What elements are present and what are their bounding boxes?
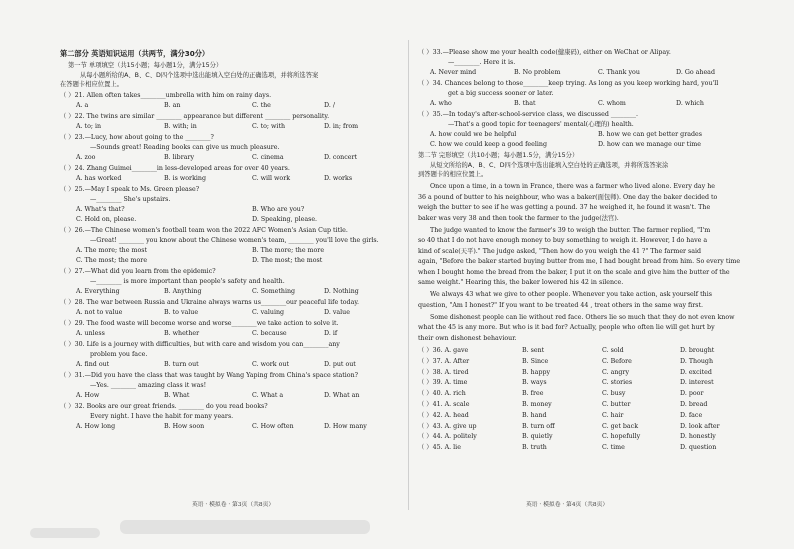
passage-line: 36 a pound of butter to his neighbour, who was a baker(面包师). One day the baker decided to — [418, 193, 718, 201]
cloze-option: B. money — [522, 401, 552, 408]
answer-option: A. Never mind — [430, 69, 477, 76]
answer-option: C. cinema — [252, 154, 284, 161]
answer-option: A. has worked — [76, 175, 122, 182]
answer-option: C. Thank you — [598, 69, 640, 76]
passage-line: same weight." Hearing this, the baker lowered his 42 in silence. — [418, 279, 624, 286]
answer-option: A. unless — [76, 330, 105, 337]
question-stem: （ ）24. Zhang Guimei________in less-developed areas for over 40 years. — [60, 165, 290, 172]
scan-smudge — [120, 520, 370, 534]
left-footer: 英语 · 模拟卷 · 第3页（共8页） — [192, 502, 275, 508]
answer-option: A. who — [430, 100, 452, 107]
cloze-option: D. interest — [680, 379, 714, 387]
question-stem: （ ）26.—The Chinese women's football team won the 2022 AFC Women's Asian Cup title. — [60, 227, 348, 234]
answer-option: A. What's that? — [76, 206, 125, 213]
cloze-option: B. ways — [522, 379, 547, 387]
cloze-option: C. sold — [602, 347, 624, 354]
cloze-option: D. question — [680, 444, 717, 452]
cloze-option: C. get back — [602, 422, 639, 430]
answer-option: B. to value — [164, 309, 199, 316]
answer-option: B. No problem — [514, 69, 561, 76]
passage-line: We always 43 what we give to other people. Whenever you take action, ask yourself this — [430, 291, 712, 298]
cloze-option: D. bread — [680, 401, 708, 408]
answer-option: A. Everything — [76, 288, 120, 295]
answer-option: A. a — [76, 102, 89, 109]
answer-option: B. an — [164, 102, 181, 109]
passage-line: weigh the butter to see if he was getting a pound. 37 he weighed it, he found it wasn't. The — [418, 204, 711, 211]
question-stem: （ ）29. The food waste will become worse and worse________we take action to solve it. — [60, 320, 339, 327]
cloze-option: C. hopefully — [602, 433, 641, 441]
passage-line: again, "Before the baker started buying butter from me, I had bought bread from him. So every time — [418, 258, 741, 265]
answer-option: D. put out — [324, 361, 356, 368]
cloze-option: C. butter — [602, 401, 631, 408]
cloze-option: B. truth — [522, 444, 547, 452]
answer-option: A. zoo — [76, 154, 96, 161]
answer-option: B. whether — [164, 330, 200, 337]
instruction: 到答题卡的相应位置上。 — [418, 171, 488, 178]
question-stem: （ ）23.—Lucy, how about going to the ________? — [60, 134, 214, 141]
answer-option: D. which — [676, 100, 704, 107]
answer-option: B. is working — [164, 175, 206, 182]
answer-option: D. How many — [324, 423, 367, 430]
answer-option: C. The most; the more — [76, 257, 148, 264]
scan-smudge — [30, 528, 100, 538]
answer-option: D. if — [324, 330, 338, 337]
answer-option: A. not to value — [76, 309, 123, 316]
question-stem: （ ）28. The war between Russia and Ukraine always warns us________our peaceful life today. — [60, 299, 360, 306]
answer-option: C. valuing — [252, 309, 285, 316]
question-stem: （ ）21. Allen often takes________umbrella with him on rainy days. — [60, 92, 272, 99]
cloze-option: C. busy — [602, 390, 626, 398]
cloze-option: D. face — [680, 411, 703, 419]
cloze-option: （ ）45. A. lie — [418, 444, 461, 452]
answer-option: D. in; from — [324, 123, 359, 130]
cloze-option: C. angry — [602, 368, 630, 376]
answer-option: C. What a — [252, 392, 284, 399]
passage-line: their own dishonest behaviour. — [418, 334, 517, 342]
answer-option: B. Who are you? — [252, 206, 305, 213]
answer-option: D. Go ahead — [676, 69, 715, 76]
question-stem-cont: —________ She's upstairs. — [90, 196, 171, 203]
cloze-option: D. look after — [680, 422, 720, 430]
passage-line: so 40 that I do not have enough money to buy something to weigh it. However, I do have a — [418, 237, 708, 244]
answer-option: A. How — [76, 392, 100, 399]
question-stem: （ ）27.—What did you learn from the epidemic? — [60, 268, 216, 275]
passage-line: question, "Am I honest?" If you want to be treated 44 , treat others in the same way first. — [418, 301, 704, 309]
answer-option: D. The most; the most — [252, 257, 323, 264]
answer-option: C. Something — [252, 288, 296, 295]
answer-option: B. turn out — [164, 361, 199, 368]
cloze-option: C. time — [602, 444, 625, 452]
answer-option: D. how can we manage our time — [598, 141, 701, 148]
cloze-option: B. quietly — [522, 433, 553, 441]
cloze-option: （ ）36. A. gave — [418, 347, 469, 354]
cloze-option: （ ）44. A. politely — [418, 433, 477, 441]
answer-option: B. Anything — [164, 288, 202, 295]
cloze-option: B. hand — [522, 411, 547, 419]
passage-line: Some dishonest people can lie without red face. Others lie so much that they do not even know — [430, 313, 735, 321]
question-stem: （ ）30. Life is a journey with difficulties, but with care and wisdom you can________any — [60, 341, 340, 348]
answer-option: B. how we can get better grades — [598, 131, 702, 138]
answer-option: D. works — [324, 175, 353, 182]
passage-line: baker was very 38 and then took the farmer to the judge(法官). — [418, 214, 619, 222]
section-title: 第一节 单项填空（共15小题；每小题1分，满分15分） — [68, 62, 223, 69]
cloze-option: （ ）42. A. head — [418, 411, 469, 419]
question-stem: （ ）22. The twins are similar ________ appearance but different ________ personality. — [60, 113, 330, 120]
instruction: 从每小题所给的A、B、C、D四个选项中选出能填入空白处的正确选项，并将所选答案 — [80, 72, 319, 79]
cloze-option: （ ）41. A. scale — [418, 401, 470, 408]
cloze-option: D. excited — [680, 368, 712, 376]
question-stem-cont: —________. Here it is. — [448, 59, 516, 66]
passage-line: kind of scale(天平)." The judge asked, "Then how do you weigh the 41 ?" The farmer said — [418, 247, 702, 255]
cloze-option: B. Since — [522, 357, 549, 365]
question-stem-cont: get a big success sooner or later. — [448, 90, 554, 97]
instruction: 在答题卡相应位置上。 — [60, 81, 123, 88]
answer-option: D. What an — [324, 392, 360, 399]
answer-option: D. Nothing — [324, 288, 359, 295]
question-stem-cont: —That's a good topic for teenagers' mental(心理的) health. — [448, 121, 634, 128]
answer-option: D. value — [324, 309, 350, 316]
cloze-option: （ ）37. A. After — [418, 357, 470, 365]
answer-option: C. how we could keep a good feeling — [430, 141, 547, 148]
answer-option: B. The more; the more — [252, 247, 325, 254]
cloze-option: B. free — [522, 390, 544, 398]
answer-option: B. with; in — [164, 123, 197, 130]
question-stem-cont: problem you face. — [90, 351, 148, 358]
cloze-option: （ ）39. A. time — [418, 379, 468, 387]
answer-option: C. Hold on, please. — [76, 216, 137, 223]
answer-option: C. How often — [252, 423, 294, 430]
question-stem: （ ）31.—Did you have the class that was taught by Wang Yaping from China's space station? — [60, 372, 359, 379]
question-stem: （ ）35.—In today's after-school-service class, we discussed ________. — [418, 111, 639, 118]
right-footer: 英语 · 模拟卷 · 第4页（共8页） — [526, 502, 609, 508]
answer-option: C. the — [252, 102, 271, 109]
question-stem-cont: —________ is more important than people's safety and health. — [90, 278, 285, 285]
question-stem: （ ）34. Chances belong to those________keep trying. As long as you keep working hard, you'll — [418, 80, 719, 87]
question-stem-cont: —Great! ________ you know about the Chinese women's team, ________ you'll love the girls. — [90, 237, 379, 244]
answer-option: D. / — [324, 102, 335, 109]
answer-option: A. The more; the most — [76, 247, 147, 254]
instruction: 从短文所给的A、B、C、D四个选项中选出能填入空白处的正确选项，并将所选答案涂 — [430, 162, 669, 169]
question-stem: （ ）32. Books are our great friends. ________ do you read books? — [60, 403, 268, 410]
cloze-option: B. sent — [522, 347, 545, 354]
answer-option: A. How long — [76, 423, 116, 430]
cloze-option: C. hair — [602, 411, 624, 419]
answer-option: A. to; in — [76, 123, 102, 130]
question-stem: （ ）33.—Please show me your health code(健康码), either on WeChat or Alipay. — [418, 49, 671, 56]
cloze-option: B. happy — [522, 368, 551, 376]
answer-option: D. concert — [324, 154, 357, 161]
part-title: 第二部分 英语知识运用（共两节，满分30分） — [60, 49, 210, 58]
cloze-option: C. stories — [602, 379, 633, 387]
answer-option: B. that — [514, 100, 536, 107]
cloze-option: C. Before — [602, 357, 632, 365]
passage-line: when I bought home the bread from the baker, I put it on the scale and give him the butter of the — [418, 268, 730, 276]
question-stem: （ ）25.—May I speak to Ms. Green please? — [60, 186, 200, 193]
cloze-option: D. Though — [680, 357, 714, 365]
answer-option: D. Speaking, please. — [252, 216, 318, 223]
cloze-option: （ ）40. A. rich — [418, 390, 466, 398]
answer-option: C. will work — [252, 175, 291, 182]
answer-option: A. find out — [76, 361, 110, 368]
cloze-option: （ ）38. A. tired — [418, 368, 469, 376]
answer-option: B. What — [164, 392, 190, 399]
cloze-option: D. honestly — [680, 433, 716, 441]
answer-option: A. how could we be helpful — [430, 131, 517, 138]
answer-option: C. whom — [598, 100, 626, 107]
question-stem-cont: Every night. I have the habit for many years. — [90, 413, 234, 420]
passage-line: The judge wanted to know the farmer's 39 to weigh the butter. The farmer replied, "I'm — [430, 226, 711, 234]
cloze-option: B. turn off — [522, 422, 555, 430]
passage-line: Once upon a time, in a town in France, there was a farmer who lived alone. Every day he — [430, 183, 716, 190]
cloze-option: D. poor — [680, 390, 704, 398]
answer-option: C. work out — [252, 361, 289, 368]
question-stem-cont: —Sounds great! Reading books can give us much pleasure. — [90, 144, 280, 151]
answer-option: B. How soon — [164, 423, 205, 430]
page-divider — [408, 40, 409, 510]
answer-option: C. because — [252, 330, 287, 337]
answer-option: C. to; with — [252, 123, 286, 130]
passage-line: what the 45 is any more. But who is it bad for? Actually, people who often lie will get hurt by — [418, 324, 715, 331]
cloze-option: （ ）43. A. give up — [418, 422, 477, 430]
cloze-option: D. brought — [680, 347, 715, 354]
section-title: 第二节 完形填空（共10小题；每小题1.5分，满分15分） — [418, 152, 579, 159]
question-stem-cont: —Yes. ________ amazing class it was! — [90, 382, 207, 389]
answer-option: B. library — [164, 154, 195, 161]
